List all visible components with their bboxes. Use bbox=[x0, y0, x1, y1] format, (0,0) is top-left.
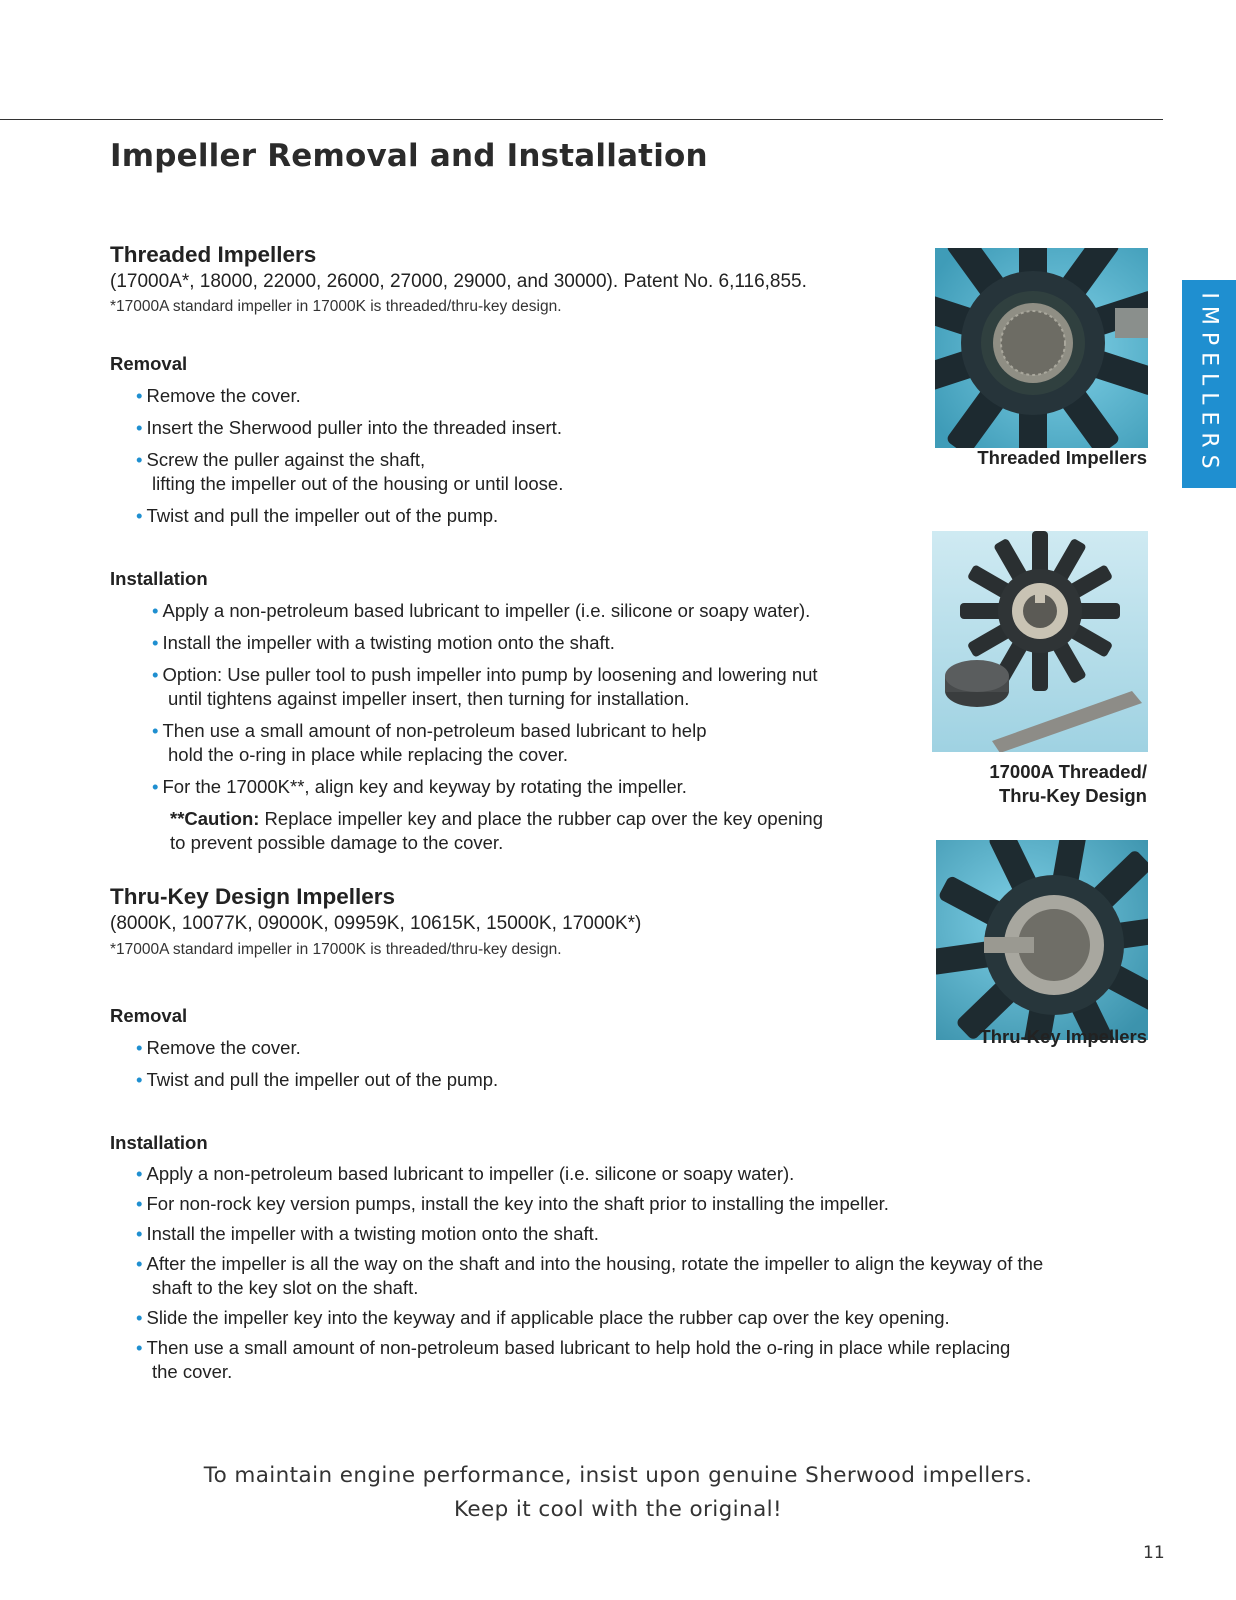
threaded-models: (17000A*, 18000, 22000, 26000, 27000, 29000, and 30000). Patent No. 6,116,855. bbox=[110, 271, 807, 292]
threaded-note: *17000A standard impeller in 17000K is threaded/thru-key design. bbox=[110, 298, 562, 315]
list-item: • Twist and pull the impeller out of the pump. bbox=[136, 505, 499, 526]
17000a-impeller-illustration bbox=[932, 531, 1148, 752]
thrukey-impeller-illustration bbox=[936, 840, 1148, 1040]
side-tab bbox=[1182, 280, 1236, 488]
list-item: • Insert the Sherwood puller into the threaded insert. bbox=[136, 417, 562, 438]
side-tab-label: IMPELLERS bbox=[1196, 292, 1222, 476]
thrukey-note: *17000A standard impeller in 17000K is threaded/thru-key design. bbox=[110, 941, 562, 958]
page-title: Impeller Removal and Installation bbox=[110, 138, 708, 174]
threaded-installation-heading: Installation bbox=[110, 568, 208, 589]
list-item: • After the impeller is all the way on the shaft and into the housing, rotate the impeller to align the keyway of the shaft to the key slot on the shaft. bbox=[136, 1253, 1044, 1298]
list-item: • Screw the puller against the shaft, lifting the impeller out of the housing or until loose. bbox=[136, 449, 564, 494]
list-item: • Remove the cover. bbox=[136, 385, 301, 406]
page-number: 11 bbox=[1143, 1543, 1165, 1563]
section-title-thrukey: Thru-Key Design Impellers bbox=[110, 884, 396, 909]
threaded-impeller-illustration bbox=[935, 248, 1148, 448]
list-item: • Remove the cover. bbox=[136, 1037, 301, 1058]
list-item: • Apply a non-petroleum based lubricant to impeller (i.e. silicone or soapy water). bbox=[136, 1163, 795, 1184]
list-item: • For the 17000K**, align key and keyway by rotating the impeller. bbox=[152, 776, 687, 797]
section-title-threaded: Threaded Impellers bbox=[110, 242, 317, 267]
list-item: • Twist and pull the impeller out of the pump. bbox=[136, 1069, 499, 1090]
footer-line-1: To maintain engine performance, insist upon genuine Sherwood impellers. bbox=[203, 1463, 1033, 1488]
list-item: • Install the impeller with a twisting motion onto the shaft. bbox=[152, 632, 615, 653]
caption-threaded: Threaded Impellers bbox=[977, 447, 1147, 468]
caution-note: **Caution: Replace impeller key and place the rubber cap over the key opening to prevent possible damage to the cover. bbox=[170, 808, 823, 853]
list-item: • For non-rock key version pumps, install the key into the shaft prior to installing the impeller. bbox=[136, 1193, 889, 1214]
top-rule bbox=[0, 119, 1163, 120]
17000a-impeller-photo bbox=[932, 531, 1148, 752]
thrukey-impeller-photo bbox=[936, 840, 1148, 1040]
thrukey-installation-heading: Installation bbox=[110, 1132, 208, 1153]
thrukey-models: (8000K, 10077K, 09000K, 09959K, 10615K, 15000K, 17000K*) bbox=[110, 913, 642, 934]
list-item: • Option: Use puller tool to push impeller into pump by loosening and lowering nut until tightens against impeller insert, then turning for installation. bbox=[152, 664, 818, 709]
list-item: • Then use a small amount of non-petroleum based lubricant to help hold the o-ring in place while replacing the cover. bbox=[152, 720, 707, 765]
caption-thrukey: Thru-Key Impellers bbox=[979, 1026, 1147, 1047]
list-item: • Slide the impeller key into the keyway and if applicable place the rubber cap over the key opening. bbox=[136, 1307, 950, 1328]
list-item: • Then use a small amount of non-petroleum based lubricant to help hold the o-ring in place while replacing the cover. bbox=[136, 1337, 1011, 1382]
footer-line-2: Keep it cool with the original! bbox=[453, 1497, 783, 1522]
thrukey-removal-heading: Removal bbox=[110, 1005, 188, 1026]
threaded-removal-heading: Removal bbox=[110, 353, 188, 374]
list-item: • Install the impeller with a twisting motion onto the shaft. bbox=[136, 1223, 599, 1244]
threaded-impeller-photo bbox=[935, 248, 1148, 448]
list-item: • Apply a non-petroleum based lubricant to impeller (i.e. silicone or soapy water). bbox=[152, 600, 811, 621]
caption-17000a: 17000A Threaded/ Thru-Key Design bbox=[989, 761, 1147, 806]
